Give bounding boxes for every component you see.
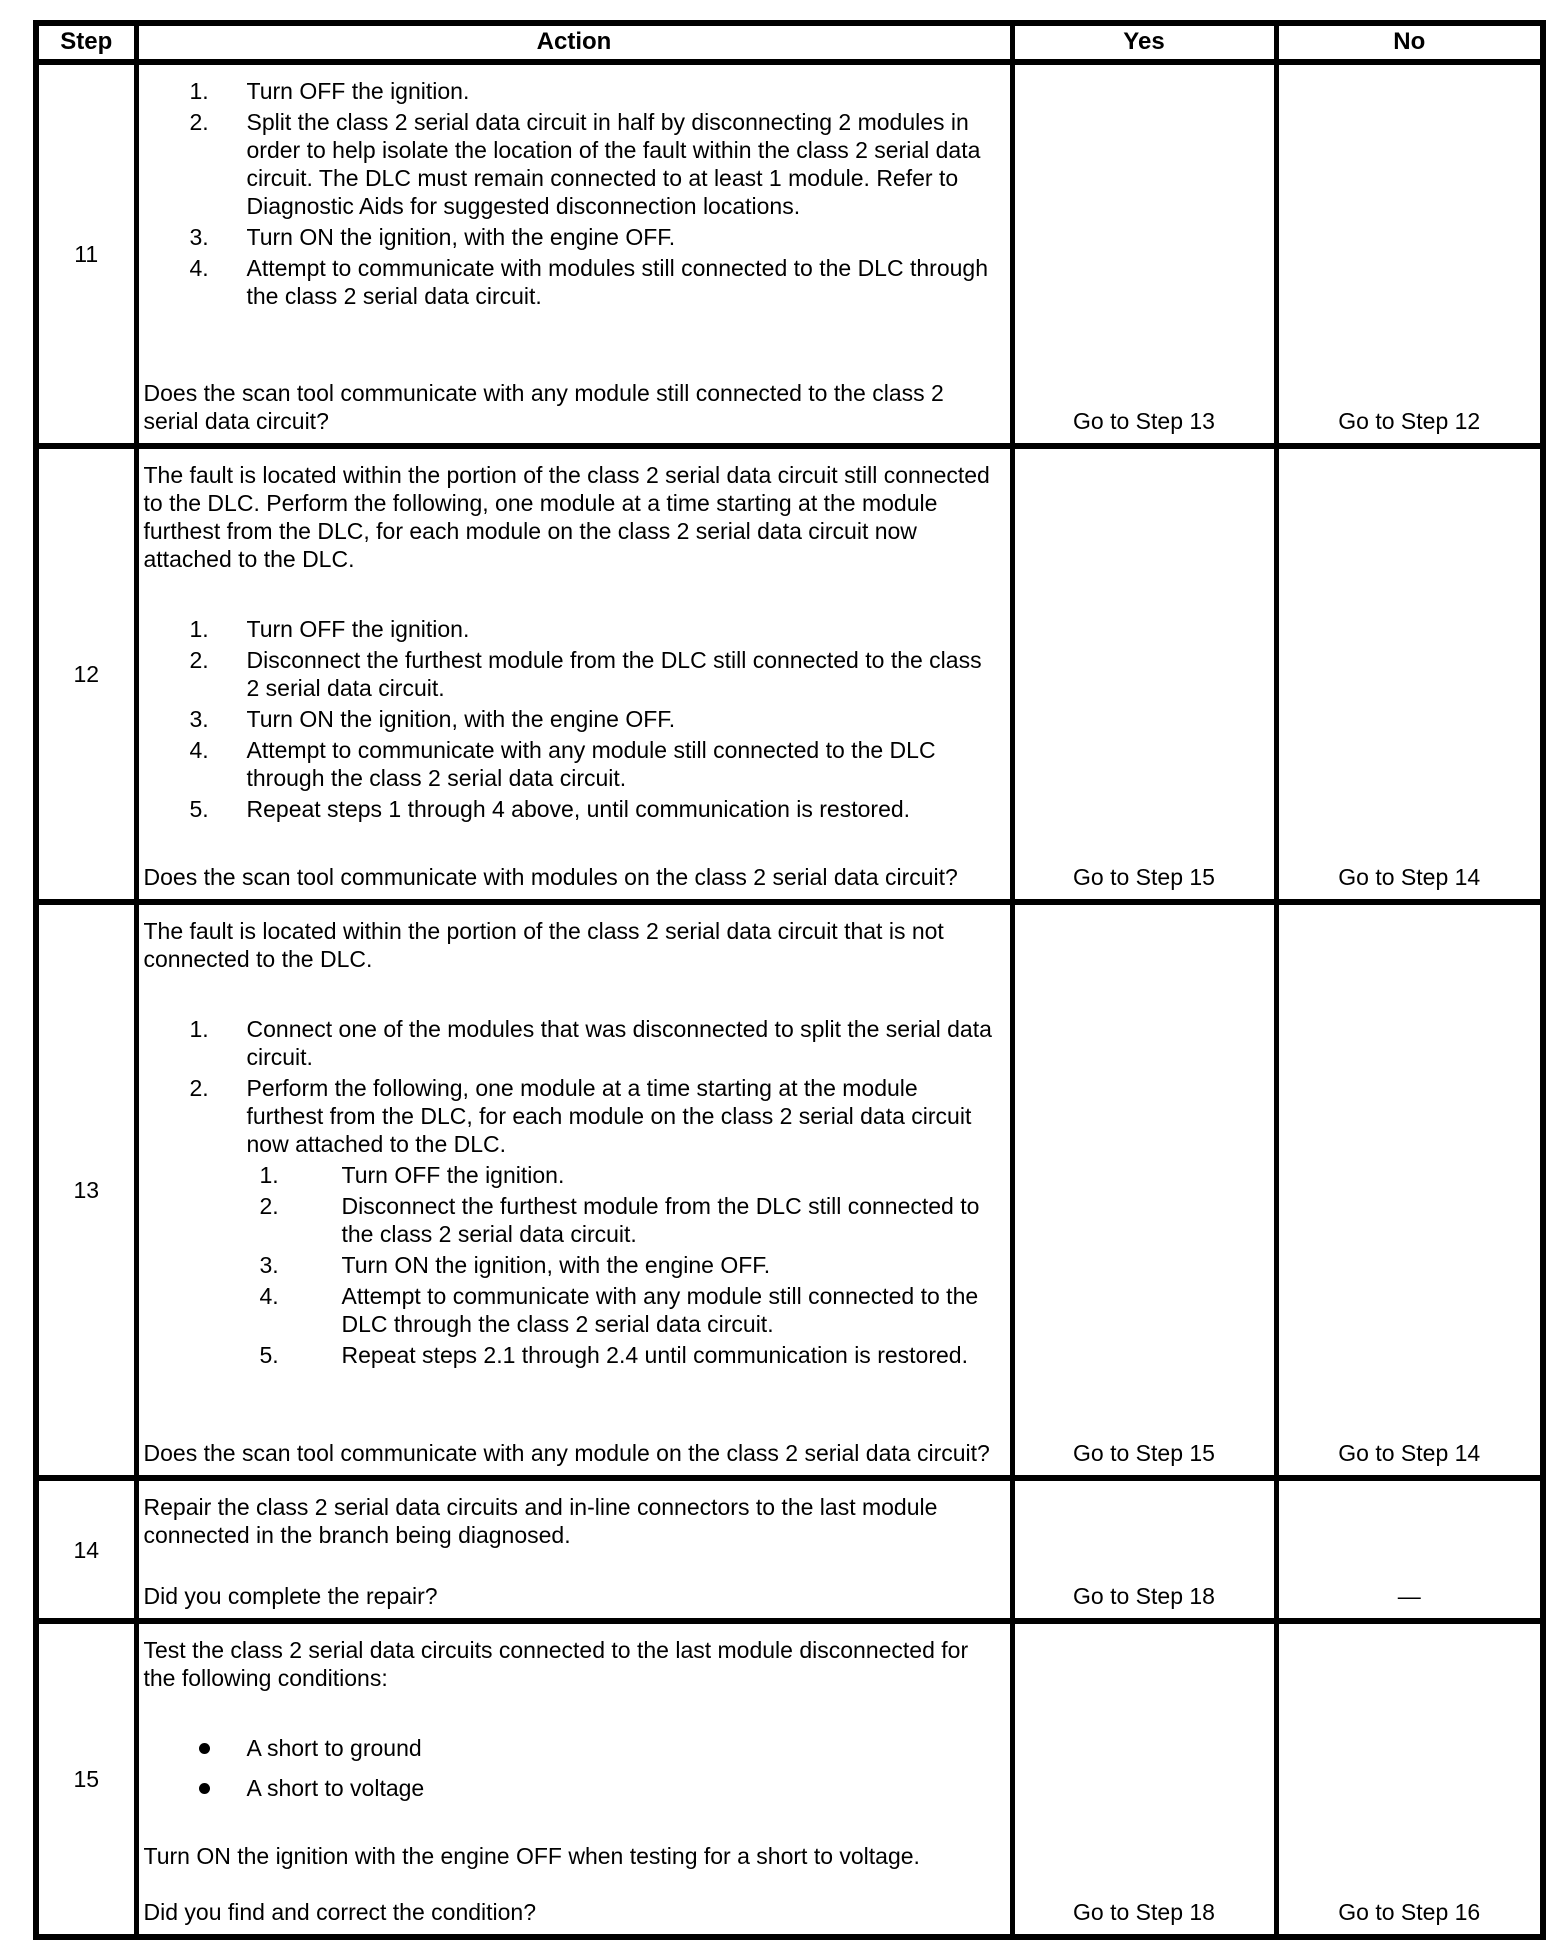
action-paragraph: Repair the class 2 serial data circuits and in-line connectors to the last module connected in the branch being diagnosed. xyxy=(143,1494,938,1548)
list-item-number: 1. xyxy=(189,616,209,642)
yes-cell xyxy=(1012,902,1276,1478)
list-item-number: 4. xyxy=(189,737,209,763)
list-item-text xyxy=(247,77,1000,105)
table-row xyxy=(36,1621,1543,1937)
list-item-text xyxy=(247,108,1000,220)
list-item-text xyxy=(247,795,1000,823)
action-paragraph: The fault is located within the portion of the class 2 serial data circuit that is not connected to the DLC. xyxy=(143,918,944,972)
action-paragraph: The fault is located within the portion of the class 2 serial data circuit still connected to the DLC. Perform the following, one module at a time starting at the module furthest from the DLC, for each module on the class 2 serial data circuit now attached to the DLC. xyxy=(143,462,990,572)
column-header-step: Step xyxy=(36,23,136,62)
list-item-text xyxy=(342,1161,1000,1189)
table-row xyxy=(36,446,1543,902)
list-item-text-content: Repeat steps 1 through 4 above, until communication is restored. xyxy=(246,796,911,822)
action-content xyxy=(144,1636,1000,1870)
step-number-cell xyxy=(36,446,136,902)
action-content xyxy=(144,1493,1000,1549)
list-item xyxy=(144,77,1000,105)
list-item-text-content: A short to voltage xyxy=(246,1775,425,1801)
list-item xyxy=(247,1192,1000,1248)
action-content xyxy=(144,917,1000,1369)
step-number: 11 xyxy=(74,241,99,267)
list-item-text-content: Attempt to communicate with modules still connected to the DLC through the class 2 serial data circuit. xyxy=(246,255,988,309)
column-header-no: No xyxy=(1276,23,1543,62)
list-item-number: 5. xyxy=(259,1342,279,1368)
list-item-text xyxy=(247,1774,1000,1802)
yes-answer: Go to Step 18 xyxy=(1073,1583,1215,1609)
no-cell xyxy=(1276,1621,1543,1937)
list-item-number: 3. xyxy=(189,224,209,250)
list-item-text xyxy=(342,1192,1000,1248)
bullet-icon xyxy=(199,1783,210,1794)
list-item-number: 5. xyxy=(189,796,209,822)
list-item-text-content: Disconnect the furthest module from the DLC still connected to the class 2 serial data circuit. xyxy=(341,1193,980,1247)
list-item xyxy=(247,1161,1000,1189)
list-item xyxy=(144,108,1000,220)
yes-cell xyxy=(1012,62,1276,446)
action-paragraph: Test the class 2 serial data circuits connected to the last module disconnected for the following conditions: xyxy=(143,1637,969,1691)
list-item xyxy=(144,1074,1000,1369)
list-item-text-content: Turn OFF the ignition. xyxy=(246,616,470,642)
column-header-yes: Yes xyxy=(1012,23,1276,62)
step-number-cell xyxy=(36,1478,136,1621)
no-cell xyxy=(1276,446,1543,902)
no-cell xyxy=(1276,62,1543,446)
list-item-text-content: Connect one of the modules that was disconnected to split the serial data circuit. xyxy=(246,1016,992,1070)
list-item-text-content: Attempt to communicate with any module still connected to the DLC through the class 2 serial data circuit. xyxy=(341,1283,979,1337)
list-item xyxy=(144,705,1000,733)
list-item xyxy=(144,795,1000,823)
yes-cell xyxy=(1012,1478,1276,1621)
table-row xyxy=(36,1478,1543,1621)
list-item xyxy=(247,1251,1000,1279)
table-body xyxy=(36,62,1543,1937)
action-question: Does the scan tool communicate with modules on the class 2 serial data circuit? xyxy=(143,864,958,890)
step-number: 14 xyxy=(73,1536,100,1563)
no-answer: Go to Step 14 xyxy=(1338,864,1481,890)
no-answer: Go to Step 12 xyxy=(1338,408,1481,434)
step-number: 12 xyxy=(73,661,100,687)
bullet-marker xyxy=(199,1774,247,1794)
no-answer: Go to Step 16 xyxy=(1338,1899,1481,1925)
list-item xyxy=(144,1774,1000,1802)
list-item-number: 2. xyxy=(259,1193,279,1219)
bullet-icon xyxy=(199,1743,210,1754)
action-question: Does the scan tool communicate with any module on the class 2 serial data circuit? xyxy=(143,1440,990,1466)
list-item-number: 2. xyxy=(189,1075,209,1101)
list-item-number: 4. xyxy=(189,255,209,281)
table-header-row xyxy=(36,23,1543,62)
list-item-text xyxy=(247,736,1000,792)
list-item xyxy=(144,254,1000,310)
list-item-number: 1. xyxy=(189,1016,209,1042)
diagnostic-steps-table xyxy=(33,20,1546,1940)
action-cell xyxy=(136,1478,1012,1621)
list-item xyxy=(144,615,1000,643)
list-item xyxy=(144,736,1000,792)
action-content xyxy=(144,461,1000,823)
action-question: Did you find and correct the condition? xyxy=(143,1899,537,1925)
list-item-number: 2. xyxy=(189,109,209,135)
column-header-action: Action xyxy=(136,23,1012,62)
list-item-text xyxy=(342,1251,1000,1279)
list-item xyxy=(144,223,1000,251)
list-item-number: 3. xyxy=(189,706,209,732)
step-number: 15 xyxy=(73,1766,100,1792)
action-cell xyxy=(136,62,1012,446)
action-question: Did you complete the repair? xyxy=(143,1583,438,1609)
ordered-list xyxy=(144,1015,1000,1369)
nested-ordered-list xyxy=(247,1161,1000,1369)
list-item-text xyxy=(247,1015,1000,1071)
list-item xyxy=(247,1341,1000,1369)
list-item-text xyxy=(247,646,1000,702)
action-cell xyxy=(136,446,1012,902)
list-item-text-content: Turn ON the ignition, with the engine OFF. xyxy=(246,706,676,732)
yes-answer: Go to Step 18 xyxy=(1073,1899,1215,1925)
action-content xyxy=(144,77,1000,310)
list-item-number: 4. xyxy=(259,1283,279,1309)
list-item-text xyxy=(247,254,1000,310)
list-item-text-content: Turn OFF the ignition. xyxy=(246,78,470,104)
list-item xyxy=(144,646,1000,702)
list-item-text xyxy=(247,223,1000,251)
no-cell xyxy=(1276,1478,1543,1621)
yes-answer: Go to Step 13 xyxy=(1073,408,1215,434)
action-cell xyxy=(136,1621,1012,1937)
list-item-text xyxy=(342,1341,1000,1369)
ordered-list xyxy=(144,77,1000,310)
list-item xyxy=(144,1015,1000,1071)
list-item-text-content: Attempt to communicate with any module still connected to the DLC through the class 2 serial data circuit. xyxy=(246,737,936,791)
ordered-list xyxy=(144,615,1000,823)
list-item xyxy=(247,1282,1000,1338)
list-item-text-content: Turn OFF the ignition. xyxy=(341,1162,565,1188)
list-item-text-content: Split the class 2 serial data circuit in half by disconnecting 2 modules in order to help isolate the location of the fault within the class 2 serial data circuit. The DLC must remain connected to at least 1 module. Refer to Diagnostic Aids for suggested disconnection locations. xyxy=(246,109,981,219)
bullet-list xyxy=(144,1734,1000,1802)
list-item-text-content: Repeat steps 2.1 through 2.4 until communication is restored. xyxy=(341,1342,968,1368)
list-item xyxy=(144,1734,1000,1762)
table-row xyxy=(36,62,1543,446)
action-cell xyxy=(136,902,1012,1478)
action-question: Does the scan tool communicate with any module still connected to the class 2 serial data circuit? xyxy=(143,380,944,434)
list-item-number: 1. xyxy=(259,1162,279,1188)
no-cell xyxy=(1276,902,1543,1478)
table-row xyxy=(36,902,1543,1478)
yes-cell xyxy=(1012,446,1276,902)
list-item-text-content: Perform the following, one module at a time starting at the module furthest from the DLC, for each module on the class 2 serial data circuit now attached to the DLC. xyxy=(246,1075,972,1157)
step-number-cell xyxy=(36,62,136,446)
no-answer: — xyxy=(1397,1583,1421,1609)
list-item-text-content: A short to ground xyxy=(246,1735,422,1761)
yes-answer: Go to Step 15 xyxy=(1073,1440,1215,1466)
yes-answer: Go to Step 15 xyxy=(1073,864,1215,890)
list-item-text xyxy=(247,1074,1000,1369)
list-item-text xyxy=(247,1734,1000,1762)
step-number-cell xyxy=(36,902,136,1478)
list-item-number: 1. xyxy=(189,78,209,104)
yes-cell xyxy=(1012,1621,1276,1937)
list-item-text xyxy=(247,615,1000,643)
step-number-cell xyxy=(36,1621,136,1937)
list-item-text-content: Turn ON the ignition, with the engine OFF. xyxy=(246,224,676,250)
no-answer: Go to Step 14 xyxy=(1338,1440,1481,1466)
list-item-number: 2. xyxy=(189,647,209,673)
list-item-text-content: Turn ON the ignition, with the engine OFF. xyxy=(341,1252,771,1278)
list-item-text xyxy=(342,1282,1000,1338)
list-item-text xyxy=(247,705,1000,733)
step-number: 13 xyxy=(73,1177,100,1203)
action-paragraph: Turn ON the ignition with the engine OFF when testing for a short to voltage. xyxy=(143,1843,920,1869)
list-item-text-content: Disconnect the furthest module from the DLC still connected to the class 2 serial data circuit. xyxy=(246,647,982,701)
list-item-number: 3. xyxy=(259,1252,279,1278)
bullet-marker xyxy=(199,1734,247,1754)
